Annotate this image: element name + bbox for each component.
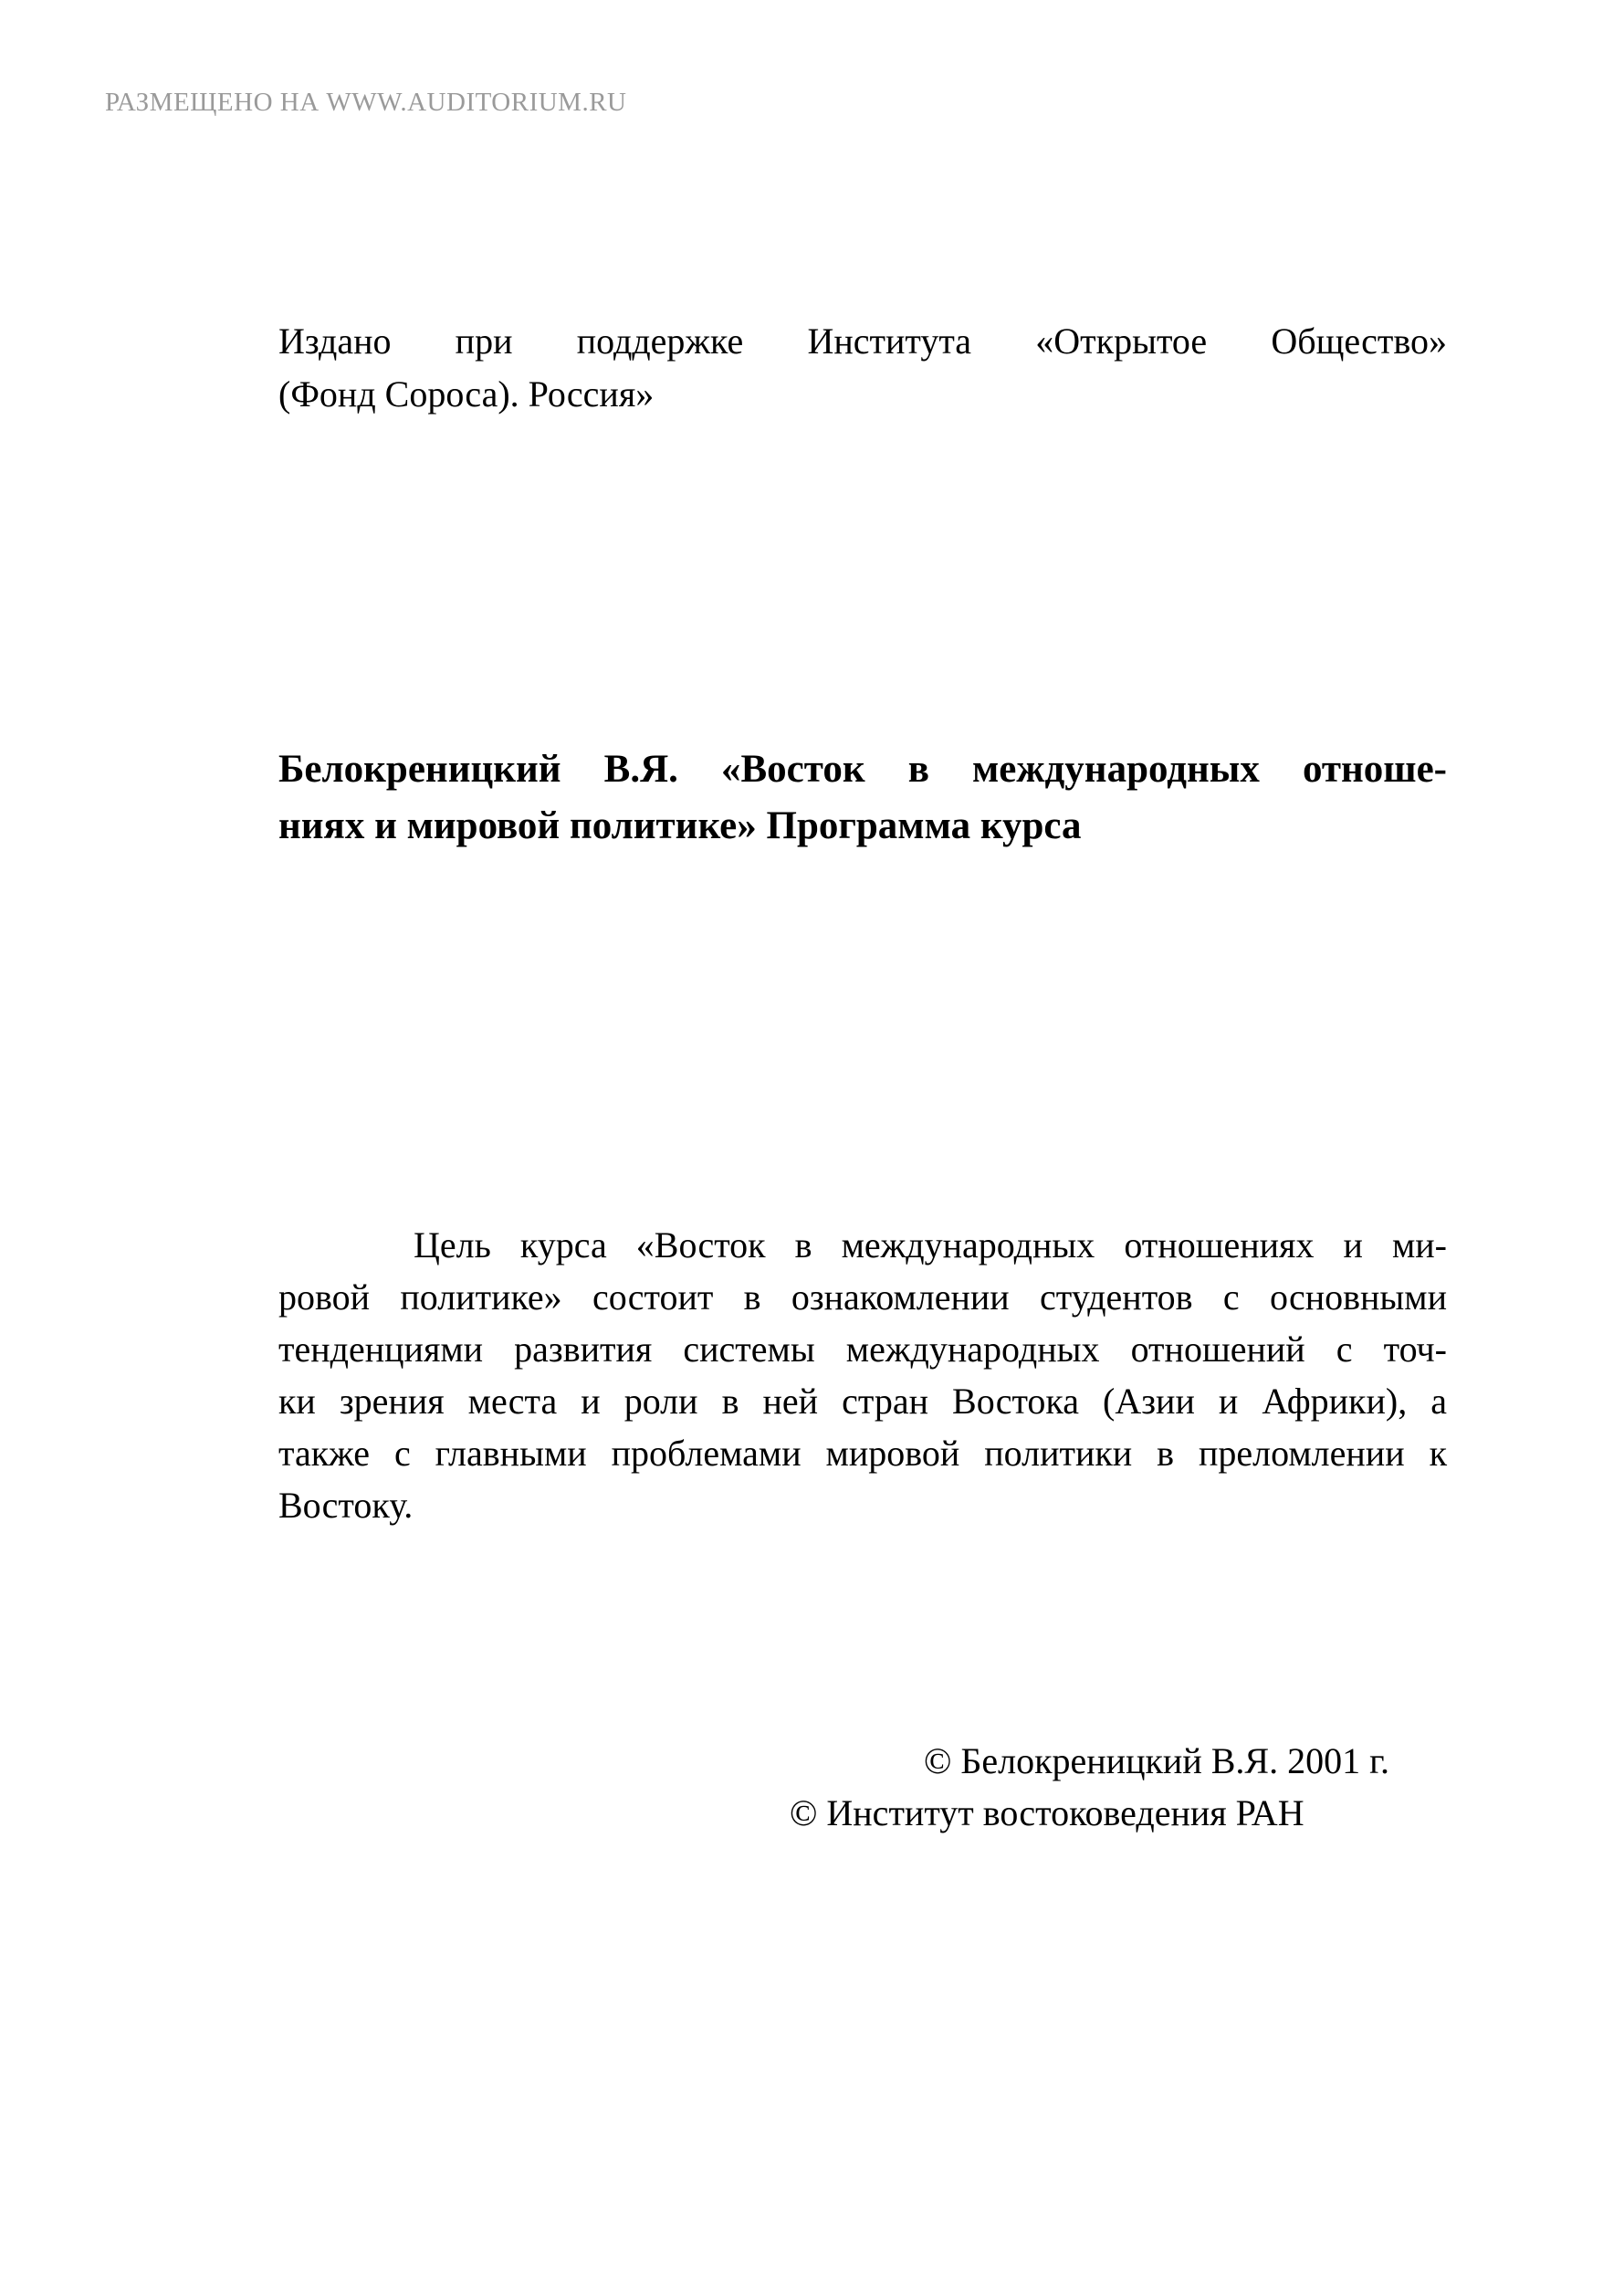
abstract-line-1: Цель курса «Восток в международных отношениях и ми-: [414, 1224, 1447, 1266]
title-line-1: Белокреницкий В.Я. «Восток в международных отноше-: [278, 748, 1447, 791]
support-line-2: (Фонд Сороса). Россия»: [278, 373, 655, 415]
document-title: [278, 741, 1447, 855]
watermark-text: РАЗМЕЩЕНО НА WWW.AUDITORIUM.RU: [105, 88, 627, 117]
support-line-1: Издано при поддержке Института «Открытое Общество»: [278, 320, 1447, 362]
abstract-line-3: тенденциями развития системы международных отношений с точ-: [278, 1329, 1447, 1370]
abstract-line-5: также с главными проблемами мировой политики в преломлении к: [278, 1433, 1447, 1474]
support-note: [278, 315, 1447, 421]
abstract-line-6: Востоку.: [278, 1485, 414, 1526]
title-line-2: ниях и мировой политике» Программа курса: [278, 804, 1082, 847]
copyright-author: © Белокреницкий В.Я. 2001 г.: [924, 1740, 1389, 1781]
abstract-line-4: ки зрения места и роли в ней стран Востока (Азии и Африки), а: [278, 1381, 1447, 1422]
copyright-institute: © Институт востоковедения РАН: [790, 1792, 1304, 1833]
course-abstract: [278, 1219, 1447, 1531]
abstract-line-2: ровой политике» состоит в ознакомлении студентов с основными: [278, 1276, 1447, 1318]
